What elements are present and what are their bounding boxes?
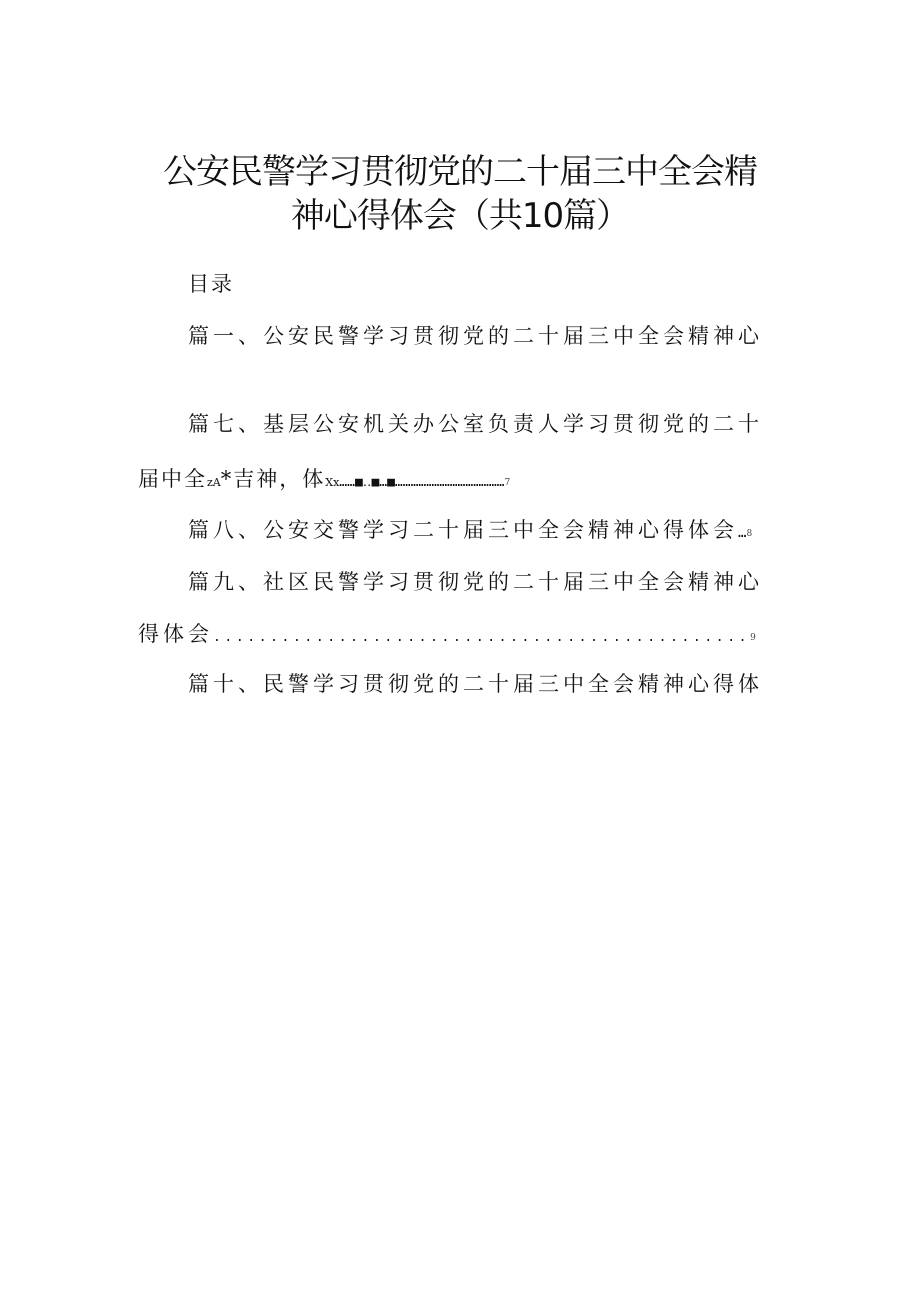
toc-entry-7-text-b: *吉神，体 <box>220 467 326 491</box>
toc-entry-9-line-2[interactable] <box>138 618 756 648</box>
toc-entry-7-garble-b: Xx <box>325 476 340 489</box>
toc-entry-9-line-1[interactable]: 篇九、社区民警学习贯彻党的二十届三中全会精神心 <box>188 570 763 594</box>
toc-entry-10[interactable]: 篇十、民警学习贯彻党的二十届三中全会精神心得体 <box>188 672 763 696</box>
document-title-line-2: 神心得体会（共10篇） <box>290 196 630 236</box>
toc-entry-1[interactable]: 篇一、公安民警学习贯彻党的二十届三中全会精神心 <box>188 324 763 348</box>
toc-entry-7-leader: ……■‥■…■…………………………………… <box>339 475 505 490</box>
toc-entry-9-text: 得体会 <box>138 622 213 646</box>
toc-entry-7-garble-a: zA <box>207 476 221 489</box>
toc-entry-8[interactable] <box>188 514 752 544</box>
toc-entry-9-page-number: 9 <box>750 633 756 643</box>
toc-entry-7-text: 届中全 <box>138 467 207 491</box>
toc-entry-8-page-number: 8 <box>746 529 753 539</box>
toc-entry-7-line-2[interactable] <box>138 463 510 493</box>
toc-entry-7-page-number: 7 <box>504 478 511 488</box>
toc-entry-7-line-1[interactable]: 篇七、基层公安机关办公室负责人学习贯彻党的二十 <box>188 412 763 436</box>
toc-entry-8-leader: … <box>738 525 747 541</box>
document-title-line-1: 公安民警学习贯彻党的二十届三中全会精 <box>163 152 757 192</box>
toc-heading: 目录 <box>188 272 234 296</box>
toc-entry-8-text: 篇八、公安交警学习二十届三中全会精神心得体会 <box>188 518 738 542</box>
toc-entry-9-leader: ............................................... <box>213 630 751 645</box>
